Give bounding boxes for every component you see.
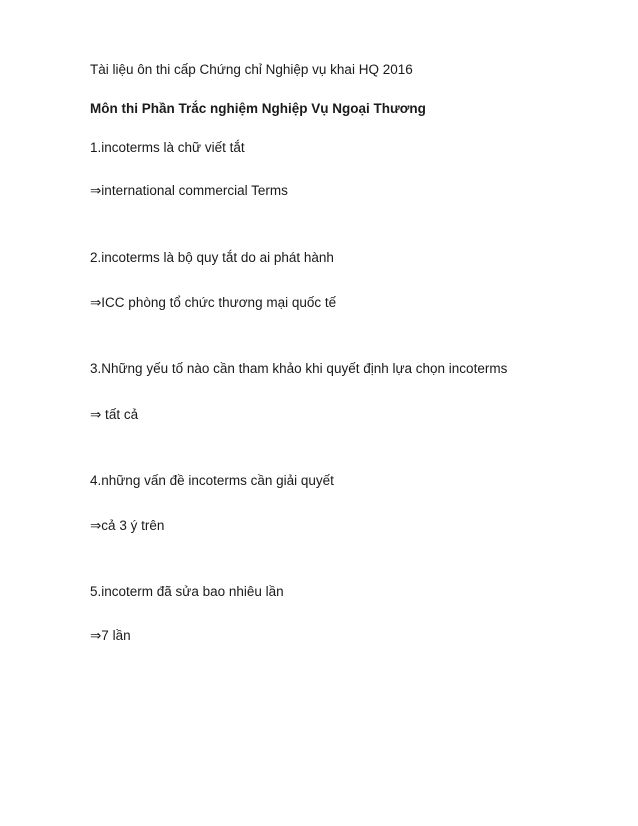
subject-title: Môn thi Phần Trắc nghiệm Nghiệp Vụ Ngoại Thương <box>90 101 426 116</box>
answer-5: ⇒7 lần <box>90 628 131 643</box>
answer-3: ⇒ tất cả <box>90 407 139 422</box>
question-4: 4.những vấn đề incoterms cần giải quyết <box>90 473 334 488</box>
question-5: 5.incoterm đã sửa bao nhiêu lần <box>90 584 284 599</box>
document-header: Tài liệu ôn thi cấp Chứng chỉ Nghiệp vụ khai HQ 2016 <box>90 62 413 77</box>
question-1: 1.incoterms là chữ viết tắt <box>90 140 245 155</box>
question-3: 3.Những yếu tố nào cần tham khảo khi quyết định lựa chọn incoterms <box>90 361 508 376</box>
answer-1: ⇒international commercial Terms <box>90 183 288 198</box>
answer-2: ⇒ICC phòng tổ chức thương mại quốc tế <box>90 295 337 310</box>
answer-4: ⇒cả 3 ý trên <box>90 518 165 533</box>
question-2: 2.incoterms là bộ quy tắt do ai phát hành <box>90 250 334 265</box>
